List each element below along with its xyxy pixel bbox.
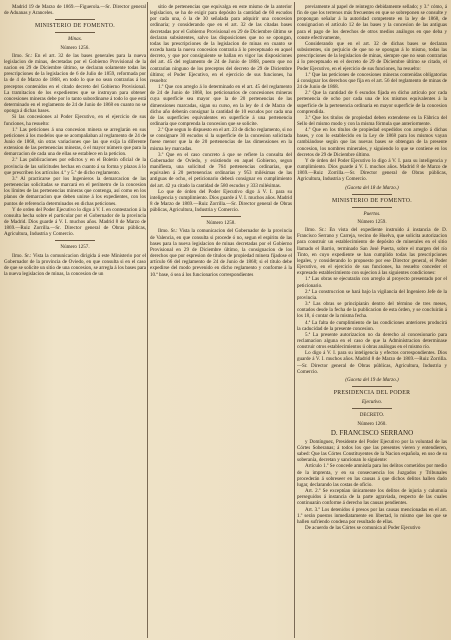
paragraph: 2.º Las publicaciones por edictos y en el Boletin oficial de la provincia de las solicitudes hechas en cuanto á su forma y plazos á lo que prescriben los artículos 4.º y 5.º de dicho reglamento.: [4, 157, 146, 176]
order-number: Número 1256.: [60, 44, 90, 51]
paragraph: Considerando que en el art. 32 de dichas bases se declaran subsistentes, sin perjuicio de que no se opongan á lo mismo, todas las prescripciones de la legislacion de minas, siempre que no sean contrarias á lo preceptuado en el decreto de 29 de Diciembre último se citado, el Poder Ejecutivo, en el ejercicio de sus funciones, ha resuelto:: [297, 40, 447, 72]
column-left: [4, 4, 146, 636]
presidency-subheading: Ejecutivo.: [361, 399, 383, 406]
paragraph: previamente al papel de reintegro debidamente sellado; y 3.º cómo, á fin de que los terrenos más frecuentes en que se sobreponen se consulte y propongan señalar á la autoridad competente en la ley de 1868, de consignacion el artículo 12 de las bases y la concesion de las antiguas para el pago de los derechos de otros medios análogos en que deba y conste efectivamente,: [297, 4, 447, 41]
section-heading: Puertos.: [363, 210, 381, 217]
paragraph: 1.º Que con arreglo á lo determinado en el art. 45 del reglamento de 24 de Junio de 1868, los peticionarios de concesiones mineras cuya superficie sea mayor que la de 20 pertenencias de las dimensiones marcadas, sigan su curso, en la ley de 4 de Marzo de dicho año deberán consignar la cantidad de 10 escudos por cada una de las superficies equivalentes en superficie á una pertenencia ordinaria que comprenda la concesion que se solicite.: [150, 84, 292, 127]
order-number: Número 1258.: [206, 220, 236, 227]
condition: 1.ª Las obras se ejecutarán con arreglo al proyecto presentado por el peticionario.: [297, 276, 447, 289]
paragraph: 2.º Que la cantidad de 6 escudos fijada en dicho artículo por cada pertenencia de ocho por cada una de los mismos equivalentes á la superficie de la pertenencia ordinaria en mayor superficie de la concesion comprendida.: [297, 90, 447, 115]
condition: 2.ª La construccion se hará bajo la vigilancia del Ingeniero Jefe de la provincia.: [297, 288, 447, 301]
article: Art. 2.º Se exceptúan únicamente los delitos de injuria y calumnia perseguidos á instancia de la parte agraviada, respecto de las cuales continuarán conforme á derecho las causas pendientes.: [297, 488, 447, 507]
divider: [55, 240, 95, 241]
paragraph: y Domínguez, Presidente del Poder Ejecutivo por la voluntad de las Córtes Soberanas; á todos los que las presentes vieren y entendieren, sabed: Que las Córtes Constituyentes de la Nacion española, en uso de su soberanía, decretan y sancionan lo siguiente:: [297, 438, 447, 464]
article: Art. 3.º Los detenidos ó presos por las causas mencionadas en el art. 1.º serán puestos inmediatamente en libertad, lo mismo que los que se hallen sufriendo condena por resultado de ellas.: [297, 506, 447, 525]
order-number: Número 1260.: [357, 420, 387, 427]
article: Artículo 1.º Se concede amnistía para los delitos cometidos por medio de la imprenta, y en su consecuencia los Juzgados y Tribunales procederán á sobreseer en las causas á que dichos delitos hallen dado lugar, declarando las costas de oficio.: [297, 463, 447, 488]
paragraph: 2.º Que segun lo dispuesto en el art. 23 de dicho reglamento, si no se consignare 30 escudos si la superficie de la concesion solicitada fuese menor que la de 20 pertenencias de las dimensiones en la misma ley marcadas.: [150, 127, 292, 152]
divider: [201, 216, 241, 217]
condition: 4.ª La falta de cumplimiento de las condiciones anteriores producirá la caducidad de la presente concesion.: [297, 319, 447, 332]
paragraph: Lo que de órden del Poder Ejecutivo digo á V. I. para su inteligencia y cumplimiento. Dios guarde á V. I. muchos años. Madrid 8 de Marzo de 1869.—Ruiz Zorrilla.—Sr. Director general de Obras públicas, Agricultura, Industria y Comercio.: [150, 188, 292, 214]
divider: [352, 194, 392, 195]
paragraph: Ilmo. Sr.: Vista la comunicacion dirigida á este Ministerio por el Gobernador de la provincia de Oviedo, en que consulta si en el caso de que se solicite un sitio de una concesion, se arregla á los bases para la nueva legislacion de minas, la concesion de un: [4, 252, 146, 278]
decree-heading: DECRETO.: [359, 412, 385, 419]
gaceta-date: (Gaceta del 18 de Marzo.): [345, 184, 399, 191]
signatory-name: D. FRANCISCO SERRANO: [330, 428, 414, 437]
gaceta-date: (Gaceta del 19 de Marzo.): [345, 376, 399, 383]
condition: 5.ª La presente autorizacion no da derecho al concesionario para reclamacion alguna en el caso de que la Administracion determinase construir otros establecimientos ú obras análogas en el mismo río.: [297, 331, 447, 351]
ministry-heading: MINISTERIO DE FOMENTO.: [34, 23, 116, 30]
divider: [352, 207, 392, 208]
presidency-heading: PRESIDENCIA DEL PODER: [333, 390, 411, 397]
paragraph: 3.º Que los títulos de propiedad deben extenderse en la Fábrica del Sello del mismo modo y con la misma fórmula que anteriormente.: [297, 114, 447, 127]
section-heading: Minas.: [68, 36, 82, 43]
condition: 3.ª Las obras se principiarán dentro del término de tres meses, contados desde la fecha de la publicacion de esta órden, y se concluirán á los 18, ó contar de la misma fecha.: [297, 301, 447, 320]
order-number: Número 1259.: [357, 219, 387, 225]
divider: [55, 19, 95, 20]
column-rule: [294, 2, 295, 638]
paragraph: sitio de pertenencias que equivalga en este mismo de la anterior legislacion, se ha de exigir para depósito la cantidad de 60 escudos por cada una, ó la de 30 señalada para adquirir una concesion ordinaria; y considerando que en el art. 32 de las citadas bases decretadas por el Gobierno Provisional en 29 de Diciembre último se declaran subsistentes, salvo las disposiciones que no se opongan, todas las prescripciones de la legislacion de minas en cuanto se exceda hasta la nueva concesion contraria á lo preceptuado en aquel decreto, y que por consiguiente se hallan en vigor las disposiciones del art. 45 del reglamento de 24 de Junio de 1868, puesto que no contrarían ninguno de los preceptos del decreto de 29 de Diciembre último; el Poder Ejecutivo, en el ejercicio de sus funciones, ha resuelto:: [150, 4, 292, 84]
divider: [55, 32, 95, 33]
paragraph: 4.º Que en los títulos de propiedad expedidos con arreglo á dichas bases, y con lo establecido en la Ley de 1868 para los mismos vayan cambiándose según que las nuevas bases se obtengan de la presente concesion, los nombres minerales, y siguiendo lo que se contiene en los decretos de 29 de Diciembre último.: [297, 127, 447, 158]
paragraph: Y de orden del Poder Ejecutivo lo digo á V. I. en contestacion á la consulta hecha sobre el particular por el Gobernador de la provincia de Madrid. Dios guarde á V. I. muchos años. Madrid 8 de Marzo de 1869.—Ruiz Zorrilla.—Sr. Director general de Obras públicas, Agricultura, Industria y Comercio.: [4, 206, 146, 238]
paragraph: Lo digo á V. I. para su inteligencia y efectos correspondientes. Dios guarde á V. I. muchos años. Madrid 8 de Marzo de 1869.—Ruiz Zorrilla.—Sr. Director general de Obras públicas, Agricultura, Industria y Comercio.: [297, 350, 447, 375]
paragraph: Si las concesiones al Poder Ejecutivo, en el ejercicio de sus funciones, ha resuelto:: [4, 114, 146, 127]
divider: [352, 386, 392, 387]
paragraph: De acuerdo de las Córtes se comunica al Poder Ejecutivo: [305, 525, 421, 532]
paragraph: Ilmo. Sr.: Vista la comunicacion del Gobernador de la provincia de Valencia, en que consulta si procede ó no, segun el espíritu de las bases para la nueva legislacion de minas decretadas por el Gobierno Provisional en 29 de Diciembre último, la consignacion de los derechos que por espresion de títulos de propiedad minera fijadose el artículo 66 del reglamento de 24 de Junio de 1868; si el título debe expedirse del modo prevenido en dicho reglamento y conforme á la 10.ª base, ó sea á los funcionarios correspondientes: [150, 228, 292, 278]
column-middle: [150, 4, 292, 636]
paragraph: 3.º Al practicarse por los Ingenieros la demarcacion de las pertenencias solicitadas se marcará en el perímetro de la concesion los límites de las pertenencias mineras que contenga, así como en los planos de demarcacion que deben unirse á los expedientes, con los puntos de referencia determinados en dichas peticiones.: [4, 175, 146, 207]
paragraph: Y de órden del Poder Ejecutivo lo digo á V. I. para su inteligencia y cumplimiento. Dios guarde á V. I. muchos años. Madrid 8 de Marzo de 1869.—Ruiz Zorrilla.—Sr. Director general de Obras públicas, Agricultura, Industria y Comercio.: [297, 157, 447, 183]
divider: [352, 408, 392, 409]
column-right: [297, 4, 447, 636]
paragraph: Ilmo. Sr.: En el art. 32 de las bases generales para la nueva legislacion de minas, decretadas por el Gobierno Provisional de la nacion en 29 de Diciembre último, se declaran solamente todas las prescripciones de la legislacion de 6 de Julio de 1859, reformada por la de 4 de Marzo de 1868, en todo lo que no sean contrarias á los preceptos contenidos en el citado decreto del Gobierno Provisional. La tramitacion de los expedientes que se instruyan para obtener concesiones mineras debe por lo tanto subordinarse á todo lo que está determinado en el reglamento de 24 de Junio de 1868 en cuanto no se oponga á dichas bases.: [4, 52, 146, 115]
paragraph: 1.º Las peticiones á una concesion minera se arreglarán en sus peticiones á los modelos que se acompañaban al reglamento de 24 de Junio de 1868, sin otras variaciones que las que exija la diferente extension de las pertenencias mineras, ó el mayor número que para la demarcacion de cada una de ellas se establece en la peticion.: [4, 126, 146, 158]
paragraph: 3.º Que en el caso concreto á que se refiere la consulta del Gobernador de Oviedo, y existiendo en aquel Gobierno, segun manifiesta, una solicitud de 764 pertenencias ordinarias, que equivalen á 20 pertenencias ordinarias y 953 milésimas de las antiguas de ocho, el peticionario deberá consignar en cumplimiento del art. 42 ya citado la cantidad de 580 escudos y 333 milésimas.: [150, 151, 292, 189]
paragraph: 1.º Que las peticiones de concesiones mineras contenidas obligatorias á consignar los derechos que fija en el art. 56 del reglamento de minas de 24 de Junio de 1868.: [297, 71, 447, 91]
intro-signature: Madrid 19 de Marzo de 1869.—Figuerola.—Sr. Director general de Aduanas y Aranceles.: [4, 4, 146, 17]
column-rule: [147, 2, 148, 638]
ministry-heading: MINISTERIO DE FOMENTO.: [331, 197, 413, 204]
paragraph: Ilmo. Sr.: En vista del expediente instruido á instancia de D. Francisco Serrano y Carreja, vecino de Huelva, que solicita autorizacion para construir un establecimiento de depósito de minerales en el sitio llamado el Barrio, terminado San José Puerta, sobre el margen del río Tinto, en cuyo expediente se han cumplido todas las prescripciones legales, y considerando lo propuesto por ese Director general, el Poder Ejecutivo, en el ejercicio de sus funciones, ha resuelto conceder el expresado establecimiento con sujecion á las siguientes condiciones:: [297, 227, 447, 277]
order-number: Número 1257.: [60, 244, 90, 251]
